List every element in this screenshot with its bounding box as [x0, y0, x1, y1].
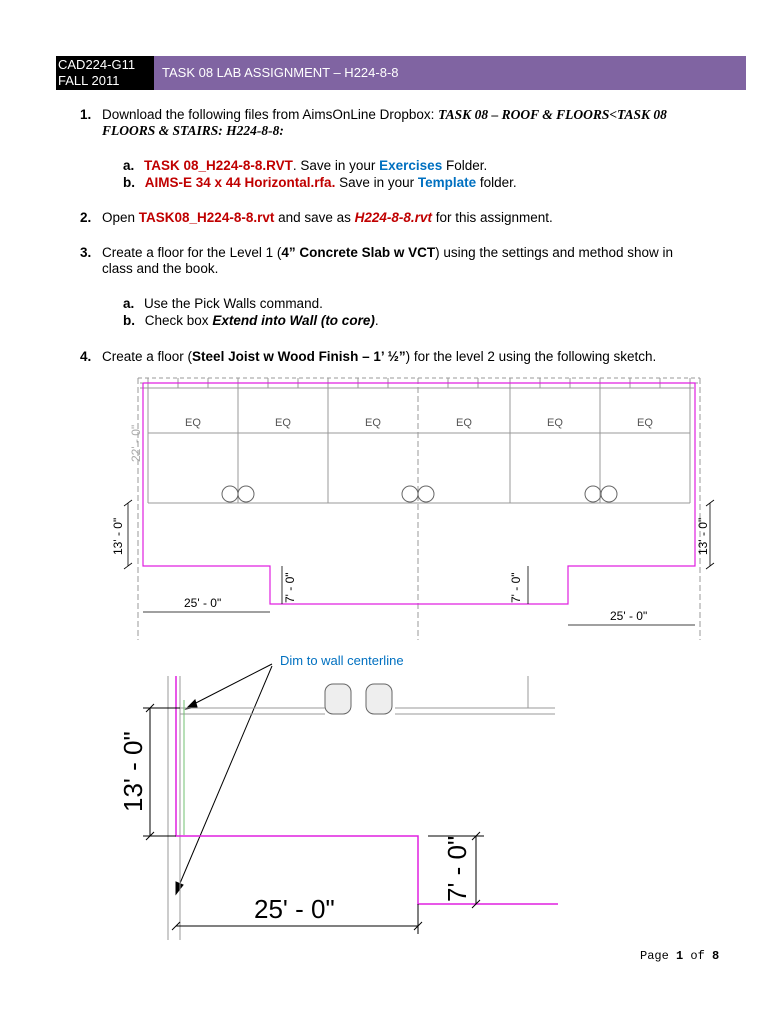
course-code: CAD224-G11	[58, 57, 136, 72]
dim-22: 22' - 0"	[129, 424, 143, 462]
step-3b-pre: Check box	[144, 313, 213, 328]
dim-25-left: 25' - 0"	[184, 596, 222, 610]
eq-label-6: EQ	[637, 417, 653, 429]
step-2-file: TASK08_H224-8-8.rvt	[138, 210, 275, 225]
dropbox-path-line2: FLOORS & STAIRS: H224-8-8:	[102, 123, 284, 138]
of-word: of	[683, 949, 713, 963]
step-1b-label: b.	[123, 175, 135, 190]
course-term: FALL 2011	[58, 73, 120, 88]
step-2-save-as: H224-8-8.rvt	[354, 210, 432, 225]
detail-door-symbols	[325, 684, 392, 714]
step-2-number: 2.	[80, 210, 92, 225]
step-1a-file: TASK 08_H224-8-8.RVT	[144, 158, 293, 173]
step-4-pre: Create a floor (	[102, 349, 193, 364]
step-3-line2: class and the book.	[102, 261, 219, 276]
step-3b-label: b.	[123, 313, 135, 328]
callout-text: Dim to wall centerline	[280, 653, 404, 668]
step-4-end: ) for the level 2 using the following sketch.	[405, 349, 657, 364]
step-3-number: 3.	[80, 245, 92, 260]
dim-25-right: 25' - 0"	[610, 609, 648, 623]
template-folder: Template	[417, 175, 477, 190]
step-3a-label: a.	[123, 296, 135, 311]
step-1a-mid: . Save in your	[292, 158, 380, 173]
detail-dim-25: 25' - 0"	[254, 894, 335, 924]
callout-arrows	[176, 664, 272, 894]
page-total: 8	[712, 949, 720, 963]
assignment-title: TASK 08 LAB ASSIGNMENT – H224-8-8	[154, 56, 746, 90]
eq-label-4: EQ	[456, 417, 472, 429]
dim-7-right: 7' - 0"	[509, 572, 523, 603]
step-1a-end: Folder.	[442, 158, 488, 173]
page-footer	[640, 949, 719, 963]
page-word: Page	[640, 949, 677, 963]
eq-label-1: EQ	[185, 417, 201, 429]
dim-7-left: 7' - 0"	[283, 572, 297, 603]
step-1-intro: Download the following files from AimsOnLine Dropbox:	[102, 107, 439, 122]
step-4-floor-type: Steel Joist w Wood Finish – 1’ ½”	[192, 349, 406, 364]
detail-dim-13: 13' - 0"	[118, 731, 148, 812]
step-3-floor-type: 4” Concrete Slab w VCT	[281, 245, 436, 260]
exercises-folder: Exercises	[379, 158, 443, 173]
step-1b-file: AIMS-E 34 x 44 Horizontal.rfa.	[144, 175, 336, 190]
detail-dim-7: 7' - 0"	[442, 835, 472, 902]
eq-label-3: EQ	[365, 417, 381, 429]
detail-gray-walls	[168, 676, 555, 940]
step-4-number: 4.	[80, 349, 92, 364]
step-3b-end: .	[374, 313, 379, 328]
dim-13-left: 13' - 0"	[111, 517, 125, 555]
page-number: 1	[676, 949, 684, 963]
eq-label-2: EQ	[275, 417, 291, 429]
step-2-end: for this assignment.	[431, 210, 553, 225]
step-2-mid: and save as	[274, 210, 355, 225]
step-3a-text: Use the Pick Walls command.	[144, 296, 323, 311]
step-2-pre: Open	[102, 210, 139, 225]
extend-into-wall: Extend into Wall (to core)	[212, 313, 375, 328]
step-1a-label: a.	[123, 158, 135, 173]
dropbox-path-line1: TASK 08 – ROOF & FLOORS<TASK 08	[438, 107, 667, 122]
step-1b-end: folder.	[476, 175, 517, 190]
step-1b-mid: Save in your	[335, 175, 418, 190]
step-3-post: ) using the settings and method show in	[435, 245, 674, 260]
step-1-number: 1.	[80, 107, 92, 122]
dim-13-right: 13' - 0"	[696, 517, 710, 555]
step-3-pre: Create a floor for the Level 1 (	[102, 245, 282, 260]
eq-label-5: EQ	[547, 417, 563, 429]
